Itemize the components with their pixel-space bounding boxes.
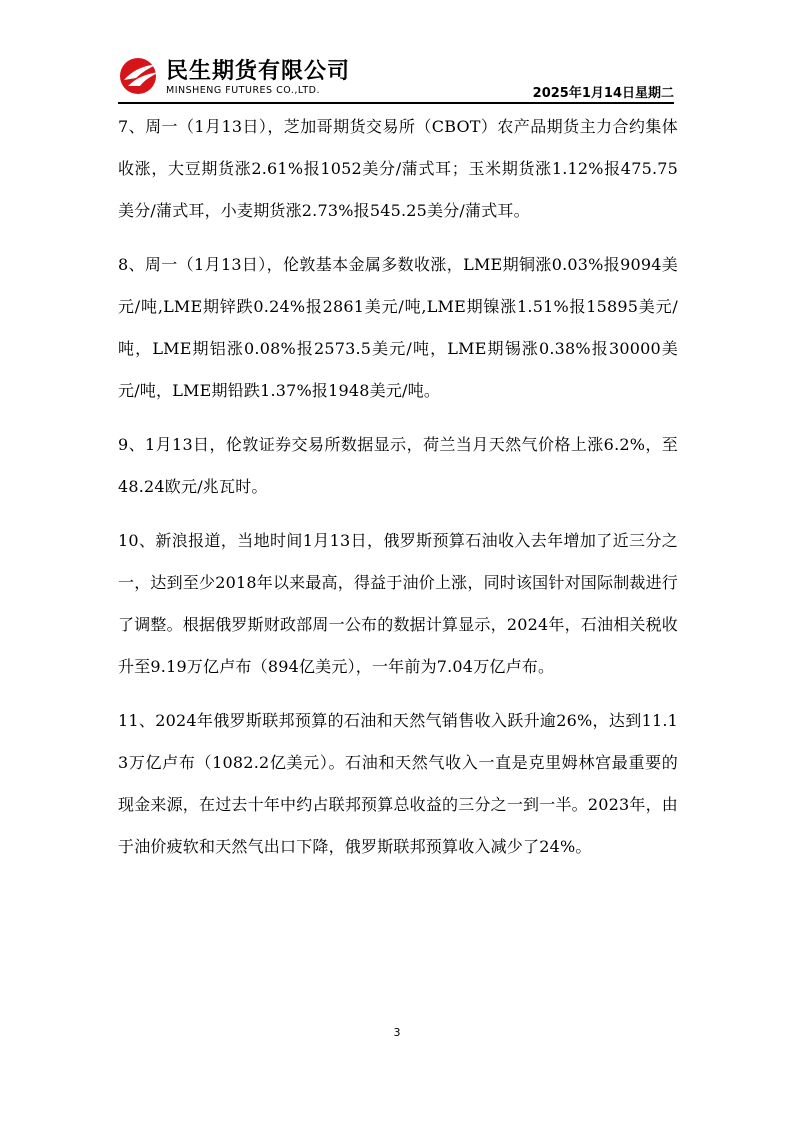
page-number: 3 xyxy=(393,1026,401,1039)
company-name-cn: 民生期货有限公司 xyxy=(166,59,351,84)
header-divider xyxy=(118,102,674,104)
article-body xyxy=(118,106,678,880)
company-logo-icon xyxy=(118,56,162,96)
news-item-7: 7、周一（1月13日），芝加哥期货交易所（CBOT）农产品期货主力合约集体收涨，大豆期货涨2.61%报1052美分/蒲式耳；玉米期货涨1.12%报475.75美分/蒲式耳，小麦期货涨2.73%报545.25美分/蒲式耳。 xyxy=(118,117,678,220)
page-header xyxy=(118,52,674,104)
news-item-9: 9、1月13日，伦敦证券交易所数据显示，荷兰当月天然气价格上涨6.2%，至48.24欧元/兆瓦时。 xyxy=(118,435,678,496)
news-item-11: 11、2024年俄罗斯联邦预算的石油和天然气销售收入跃升逾26%，达到11.13万亿卢布（1082.2亿美元）。石油和天然气收入一直是克里姆林宫最重要的现金来源，在过去十年中约占联邦预算总收益的三分之一到一半。2023年，由于油价疲软和天然气出口下降，俄罗斯联邦预算收入减少了24%。 xyxy=(118,711,678,856)
news-item-8: 8、周一（1月13日），伦敦基本金属多数收涨，LME期铜涨0.03%报9094美元/吨,LME期锌跌0.24%报2861美元/吨,LME期镍涨1.51%报15895美元/吨，LME期铝涨0.08%报2573.5美元/吨，LME期锡涨0.38%报30000美元/吨，LME期铅跌1.37%报1948美元/吨。 xyxy=(118,255,678,400)
company-name-en: MINSHENG FUTURES CO.,LTD. xyxy=(166,85,320,96)
report-date: 2025年1月14日星期二 xyxy=(532,86,674,101)
news-item-10: 10、新浪报道，当地时间1月13日，俄罗斯预算石油收入去年增加了近三分之一，达到至少2018年以来最高，得益于油价上涨，同时该国针对国际制裁进行了调整。根据俄罗斯财政部周一公布的数据计算显示，2024年，石油相关税收升至9.19万亿卢布（894亿美元），一年前为7.04万亿卢布。 xyxy=(118,531,678,676)
